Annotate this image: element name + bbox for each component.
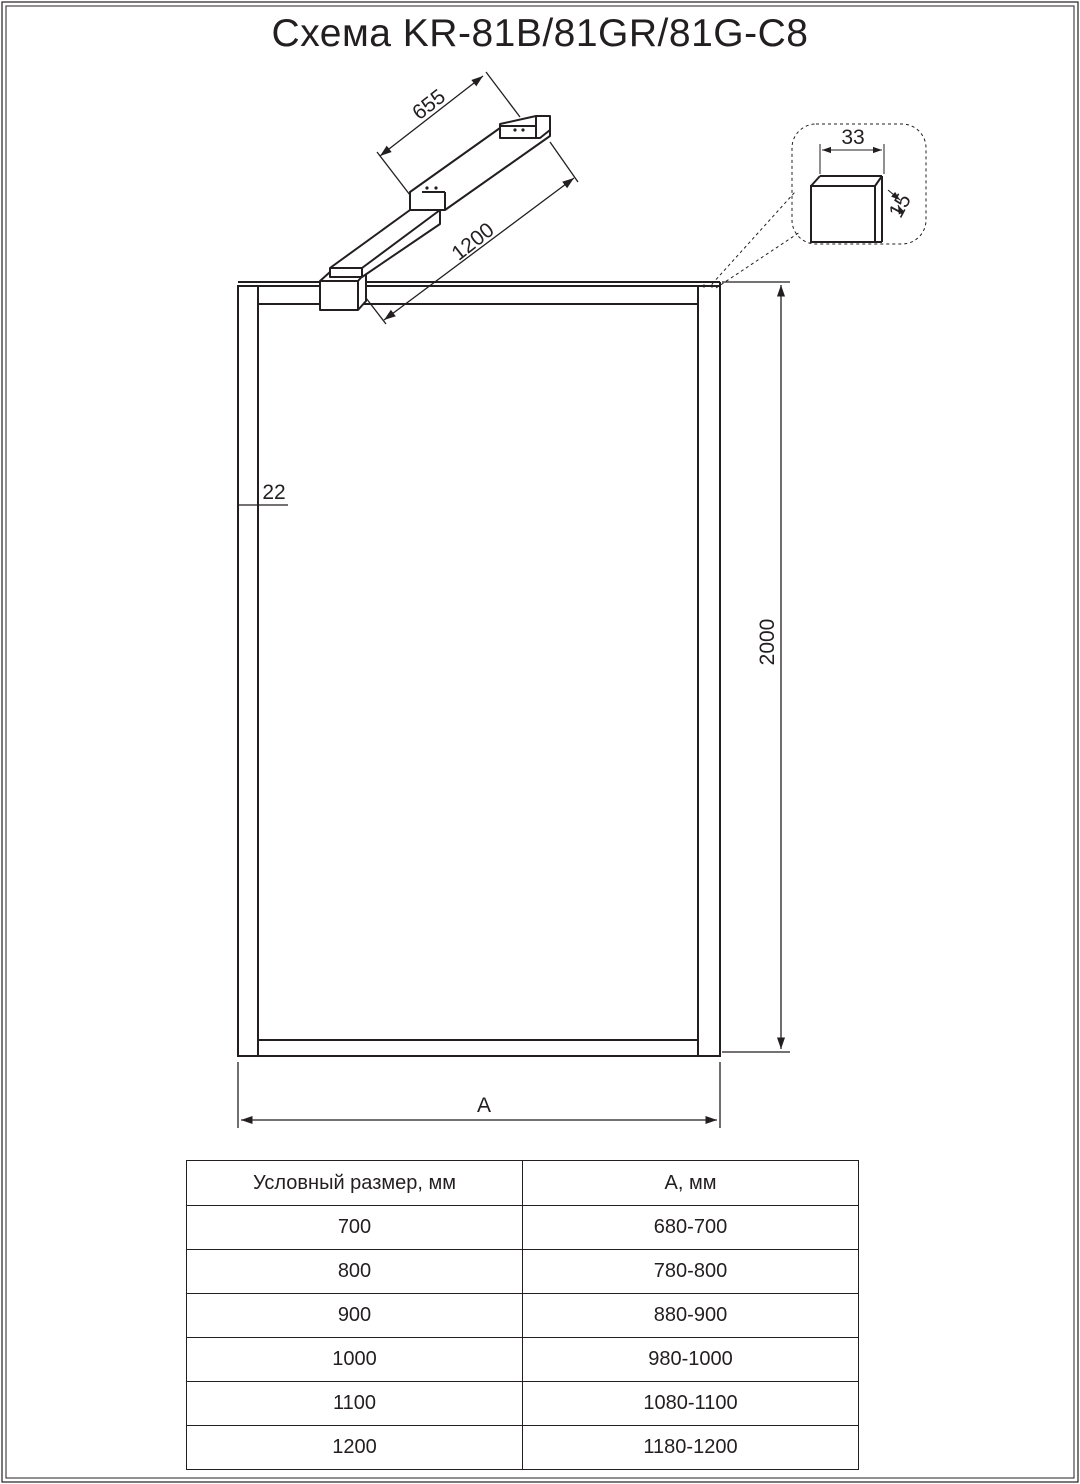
left-profile: [238, 286, 258, 1056]
table-cell-size: 1100: [187, 1382, 523, 1426]
table-header-row: [187, 1161, 859, 1206]
size-table: [186, 1160, 859, 1470]
table-cell-size: 800: [187, 1250, 523, 1294]
table-cell-size: 1000: [187, 1338, 523, 1382]
bottom-rail: [258, 1040, 698, 1056]
dimension-label-1200: 1200: [447, 218, 499, 266]
dimension-label-15: 15: [884, 190, 916, 222]
table-cell-a: 880-900: [523, 1294, 859, 1338]
table-header-a: А, мм: [523, 1161, 859, 1206]
dimension-label-33: 33: [841, 126, 865, 149]
table-cell-a: 680-700: [523, 1206, 859, 1250]
table-row: [187, 1338, 859, 1382]
diagram-title: Схема KR-81B/81GR/81G-C8: [271, 12, 809, 55]
bar-lower: [330, 210, 440, 277]
table-row: [187, 1294, 859, 1338]
table-row: [187, 1382, 859, 1426]
table-row: [187, 1206, 859, 1250]
dimension-label-655: 655: [408, 85, 450, 125]
table-row: [187, 1250, 859, 1294]
dimension-label-2000: 2000: [756, 618, 779, 666]
table-cell-size: 700: [187, 1206, 523, 1250]
table-header-nominal-size: Условный размер, мм: [187, 1161, 523, 1206]
dimension-2000: [722, 282, 790, 1052]
table-row: [187, 1426, 859, 1470]
table-cell-a: 1180-1200: [523, 1426, 859, 1470]
table-cell-a: 980-1000: [523, 1338, 859, 1382]
dimension-label-22: 22: [262, 481, 286, 504]
table-cell-a: 1080-1100: [523, 1382, 859, 1426]
glass-panel: [238, 282, 720, 1056]
table-cell-size: 900: [187, 1294, 523, 1338]
table-cell-size: 1200: [187, 1426, 523, 1470]
right-profile: [698, 286, 720, 1056]
stabilizer-bar: [320, 116, 550, 310]
dimension-label-a: A: [476, 1094, 492, 1117]
table-cell-a: 780-800: [523, 1250, 859, 1294]
